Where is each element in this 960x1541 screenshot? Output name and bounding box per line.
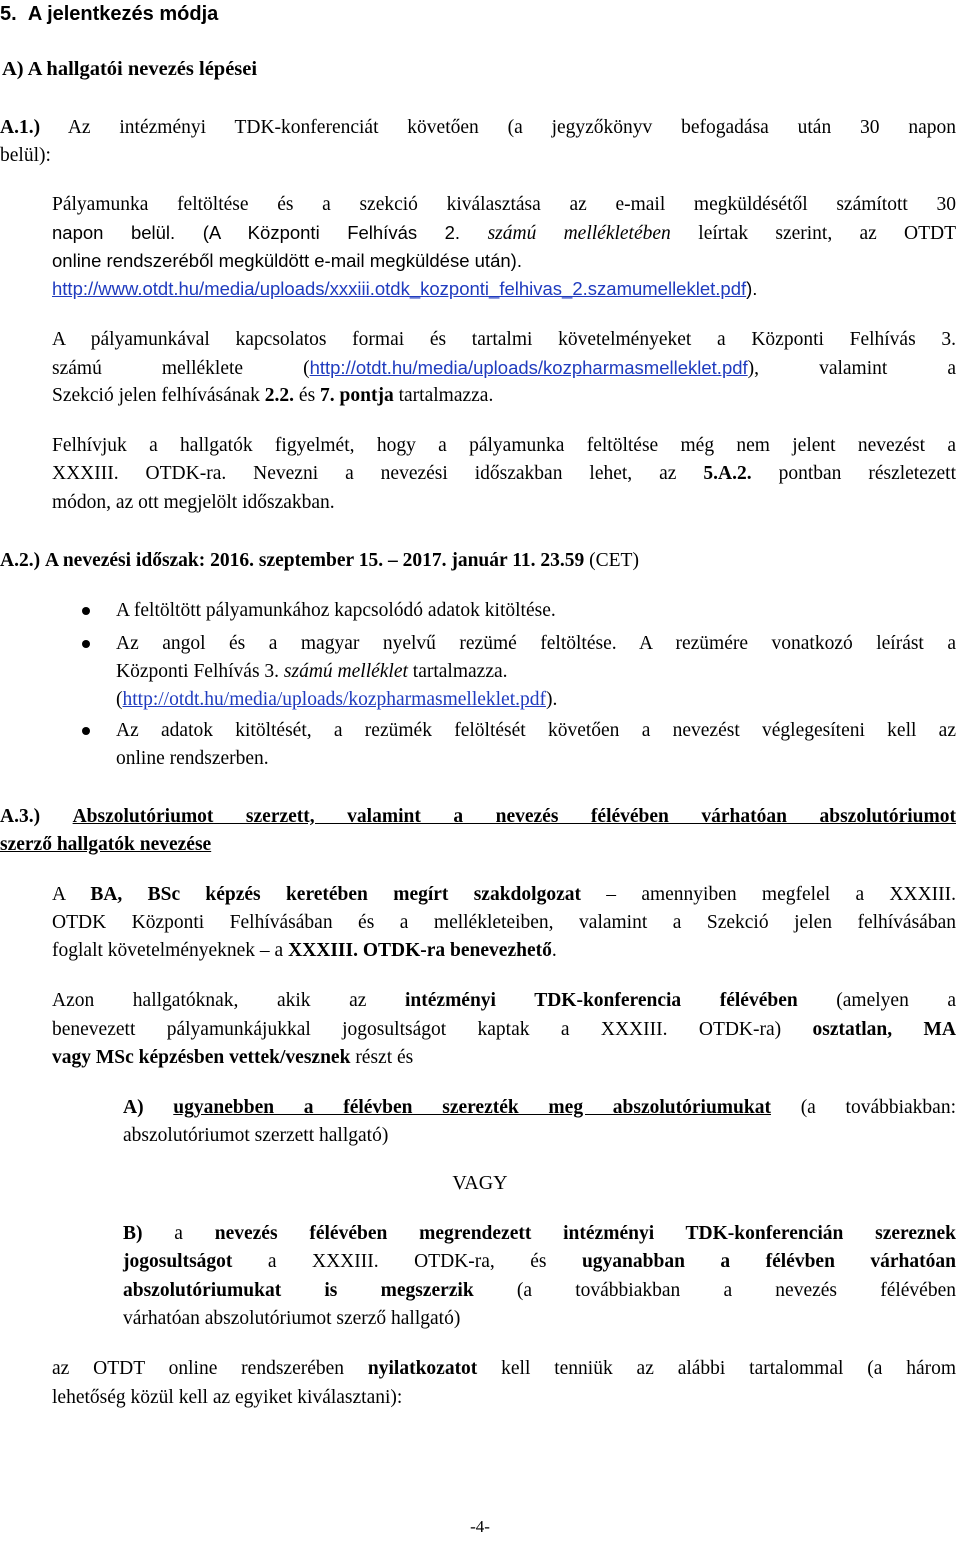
a3-title-line2: szerző hallgatók nevezése xyxy=(0,834,212,855)
a3-p2-line2: benevezett pályamunkájukkal jogosultságot kaptak a XXXIII. OTDK-ra) osztatlan, MA xyxy=(52,1019,957,1040)
bullet-icon xyxy=(82,607,90,615)
a2-bullet3-line2: online rendszerben. xyxy=(116,748,269,769)
a1-p3-line1: Felhívjuk a hallgatók figyelmét, hogy a pályamunka feltöltése még nem jelent nevezést a xyxy=(52,435,956,456)
a2-bullet1: A feltöltött pályamunkához kapcsolódó adatok kitöltése. xyxy=(116,600,556,621)
otdt-felhivas-link[interactable]: http://www.otdt.hu/media/uploads/xxxiii.otdk_kozponti_felhivas_2.szamumelleklet.pdf xyxy=(52,278,747,299)
a3-p3-line1: az OTDT online rendszerében nyilatkozatot kell tenniük az alábbi tartalommal (a három xyxy=(52,1358,957,1379)
a3-p1-line2: OTDK Központi Felhívásában és a mellékleteiben, valamint a Szekció jelen felhívásában xyxy=(52,912,956,933)
a2-title: A.2.) A nevezési időszak: 2016. szeptember 15. – 2017. január 11. 23.59 (CET) xyxy=(0,550,639,571)
a3-optB-line4: várhatóan abszolutóriumot szerző hallgató) xyxy=(123,1308,461,1329)
kozpharmas-melleklet-link[interactable]: http://otdt.hu/media/uploads/kozpharmasmelleklet.pdf xyxy=(309,357,748,378)
page-number: -4- xyxy=(470,1517,490,1536)
a1-p3-line2: XXXIII. OTDK-ra. Nevezni a nevezési időszakban lehet, az 5.A.2. pontban részletezett xyxy=(52,463,957,484)
a2-label: A.2.) xyxy=(0,550,41,571)
vagy-separator: VAGY xyxy=(452,1172,508,1194)
subheading-a: A) A hallgatói nevezés lépései xyxy=(2,58,258,80)
a3-optA-line1: A) ugyanebben a félévben szerezték meg abszolutóriumukat (a továbbiakban: xyxy=(123,1097,957,1118)
a1-p2-line2: számú melléklete (http://otdt.hu/media/uploads/kozpharmasmelleklet.pdf), valamint a xyxy=(52,357,956,379)
a3-p3-line2: lehetőség közül kell az egyiket kiválasztani): xyxy=(52,1387,403,1408)
a1-p3-line3: módon, az ott megjelölt időszakban. xyxy=(52,492,335,513)
a1-title-line1: A.1.) Az intézményi TDK-konferenciát követően (a jegyzőkönyv befogadása után 30 napon xyxy=(0,117,956,138)
a1-p1-line1: Pályamunka feltöltése és a szekció kiválasztása az e-mail megküldésétől számított 30 xyxy=(52,194,956,215)
bullet-icon xyxy=(82,727,90,735)
a3-optB-line2: jogosultságot a XXXIII. OTDK-ra, és ugyanabban a félévben várhatóan xyxy=(123,1251,956,1272)
a3-label: A.3.) xyxy=(0,806,41,827)
a1-p1-link-line: http://www.otdt.hu/media/uploads/xxxiii.otdk_kozponti_felhivas_2.szamumelleklet.pdf). xyxy=(52,278,758,299)
a2-bullet3-line1: Az adatok kitöltését, a rezümék felöltését követően a nevezést véglegesíteni kell az xyxy=(116,720,956,741)
a2-bullet2-line2: Központi Felhívás 3. számú melléklet tartalmazza. xyxy=(116,661,508,682)
a1-p2-line1: A pályamunkával kapcsolatos formai és tartalmi követelményeket a Központi Felhívás 3. xyxy=(52,329,956,350)
a1-label: A.1.) xyxy=(0,117,41,138)
section-number: 5. xyxy=(0,3,17,25)
a3-p2-line3: vagy MSc képzésben vettek/vesznek részt és xyxy=(52,1047,414,1068)
section-title: A jelentkezés módja xyxy=(27,3,219,25)
a1-p1-line3: online rendszeréből megküldött e-mail megküldése után). xyxy=(52,250,522,271)
bullet-icon xyxy=(82,640,90,648)
a3-optA-line2: abszolutóriumot szerzett hallgató) xyxy=(123,1125,389,1146)
a3-p1-line3: foglalt követelményeknek – a XXXIII. OTDK-ra benevezhető. xyxy=(52,940,557,961)
option-b-label: B) xyxy=(123,1223,143,1244)
a2-bullet2-line3: (http://otdt.hu/media/uploads/kozpharmasmelleklet.pdf). xyxy=(116,689,558,710)
a3-optB-line3: abszolutóriumukat is megszerzik (a továbbiakban a nevezés félévében xyxy=(123,1280,956,1301)
kozpharmas-melleklet-link-2[interactable]: http://otdt.hu/media/uploads/kozpharmasmelleklet.pdf xyxy=(122,689,546,710)
a3-p1-line1: A BA, BSc képzés keretében megírt szakdolgozat – amennyiben megfelel a XXXIII. xyxy=(52,884,957,905)
a3-optB-line1: B) a nevezés félévében megrendezett intézményi TDK-konferencián szereznek xyxy=(123,1223,957,1244)
a3-title-line1: A.3.) Abszolutóriumot szerzett, valamint a nevezés félévében várhatóan abszolutóriumot xyxy=(0,806,957,827)
a3-p2-line1: Azon hallgatóknak, akik az intézményi TDK-konferencia félévében (amelyen a xyxy=(52,990,957,1011)
a1-p1-line2: napon belül. (A Központi Felhívás 2. számú mellékletében leírtak szerint, az OTDT xyxy=(52,222,956,244)
option-a-label: A) xyxy=(123,1097,144,1118)
section-heading xyxy=(0,0,218,28)
a2-bullet2-line1: Az angol és a magyar nyelvű rezümé feltöltése. A rezümére vonatkozó leírást a xyxy=(116,633,956,654)
a1-title-line2: belül): xyxy=(0,145,51,166)
a1-p2-line3: Szekció jelen felhívásának 2.2. és 7. pontja tartalmazza. xyxy=(52,385,494,406)
